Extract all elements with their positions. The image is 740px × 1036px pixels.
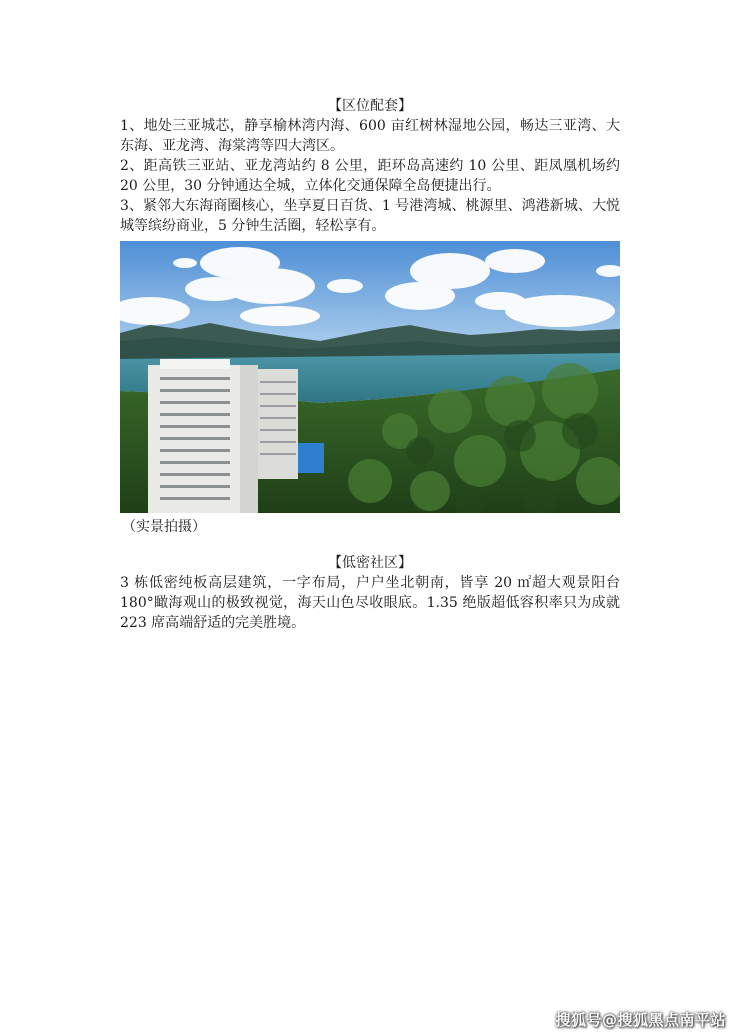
real-scene-photo — [120, 241, 620, 513]
low-density-section — [120, 553, 620, 633]
document-page — [120, 96, 620, 633]
low-density-paragraph: 3 栋低密纯板高层建筑，一字布局，户户坐北朝南，皆享 20 ㎡超大观景阳台 180°瞰海观山的极致视觉，海天山色尽收眼底。1.35 绝版超低容积率只为成就 223 席高端舒适的完美胜境。 — [120, 575, 620, 631]
location-paragraph-1: 1、地处三亚城芯，静享榆林湾内海、600 亩红树林湿地公园，畅达三亚湾、大东海、亚龙湾、海棠湾等四大湾区。 — [120, 118, 620, 154]
location-paragraph-3: 3、紧邻大东海商圈核心，坐享夏日百货、1 号港湾城、桃源里、鸿港新城、大悦城等缤纷商业，5 分钟生活圈，轻松享有。 — [120, 198, 620, 234]
location-paragraph-2: 2、距高铁三亚站、亚龙湾站约 8 公里，距环岛高速约 10 公里、距凤凰机场约 20 公里，30 分钟通达全城，立体化交通保障全岛便捷出行。 — [120, 158, 620, 194]
section-title-low-density: 【低密社区】 — [328, 555, 412, 571]
photo-caption: （实景拍摄） — [122, 519, 206, 535]
source-watermark: 搜狐号@搜狐黑点南平站 — [555, 1011, 726, 1029]
section-title-location: 【区位配套】 — [328, 98, 412, 114]
